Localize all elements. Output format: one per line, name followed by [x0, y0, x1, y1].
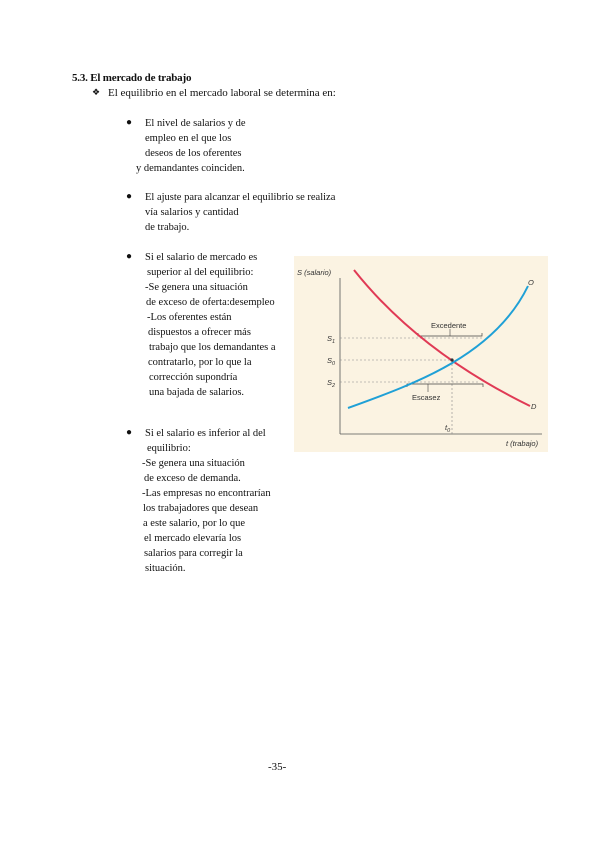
s1-label-sub: 1: [332, 339, 336, 345]
supply-curve: [348, 286, 528, 408]
bullet-4-line-10: situación.: [145, 563, 186, 574]
diamond-bullet-icon: ❖: [92, 87, 101, 97]
t0-label-sub: 0: [447, 428, 451, 434]
page-number: -35-: [268, 761, 287, 773]
bullet-4-line-7: a este salario, por lo que: [143, 518, 246, 529]
bullet-3-line-8: contratarlo, por lo que la: [148, 357, 252, 368]
shortage-label: Escasez: [412, 393, 441, 402]
t0-label-main: t: [445, 423, 448, 432]
y-axis-label: S (salario): [297, 268, 332, 277]
intro-text: El equilibrio en el mercado laboral se determina en:: [108, 87, 336, 99]
bullet-4-line-6: los trabajadores que desean: [143, 503, 259, 514]
shortage-bracket: [407, 384, 483, 387]
bullet-3-line-1: Si el salario de mercado es: [145, 252, 258, 263]
bullet-2-line-2: vía salarios y cantidad: [145, 207, 239, 218]
bullet-3-line-9: corrección supondría: [149, 372, 238, 383]
bullet-3-line-2: superior al del equilibrio:: [147, 267, 254, 278]
bullet-3-line-4: de exceso de oferta:desempleo: [146, 297, 275, 308]
s0-label-main: S: [327, 356, 333, 365]
s1-label-main: S: [327, 334, 333, 343]
supply-label: O: [528, 278, 534, 287]
supply-demand-graph: [294, 256, 548, 452]
bullet-dot-icon: ●: [126, 251, 133, 262]
bullet-4-line-3: -Se genera una situación: [142, 458, 245, 469]
labor-market-figure: [294, 256, 548, 452]
bullet-3-line-10: una bajada de salarios.: [149, 387, 245, 398]
s2-label-main: S: [327, 378, 333, 387]
bullet-4-line-1: Si el salario es inferior al del: [145, 428, 266, 439]
bullet-4-line-4: de exceso de demanda.: [144, 473, 241, 484]
s1-label: [327, 334, 335, 345]
x-axis-label: t (trabajo): [506, 439, 539, 448]
bullet-1-line-3: deseos de los oferentes: [145, 148, 242, 159]
s2-label-sub: 2: [332, 383, 336, 389]
s2-label: [327, 378, 335, 389]
bullet-3-line-6: dispuestos a ofrecer más: [148, 327, 251, 338]
bullet-4-line-9: salarios para corregir la: [144, 548, 243, 559]
bullet-1-line-2: empleo en el que los: [145, 133, 232, 144]
demand-label: D: [531, 402, 537, 411]
bullet-dot-icon: ●: [126, 117, 133, 128]
s0-label-sub: 0: [332, 361, 336, 367]
surplus-label: Excedente: [431, 321, 467, 330]
bullet-4-line-5: -Las empresas no encontrarían: [142, 488, 271, 499]
bullet-dot-icon: ●: [126, 191, 133, 202]
s0-label: [327, 356, 336, 367]
bullet-dot-icon: ●: [126, 427, 133, 438]
bullet-3-line-3: -Se genera una situación: [145, 282, 248, 293]
t0-label: [445, 423, 451, 434]
bullet-1-line-1: El nivel de salarios y de: [145, 118, 246, 129]
equilibrium-point: [450, 358, 453, 361]
bullet-2-line-1: El ajuste para alcanzar el equilibrio se realiza: [145, 192, 336, 203]
bullet-1-line-4: y demandantes coinciden.: [136, 163, 245, 174]
bullet-3-line-5: -Los oferentes están: [147, 312, 232, 323]
bullet-4-line-8: el mercado elevaría los: [144, 533, 242, 544]
bullet-2-line-3: de trabajo.: [145, 222, 190, 233]
bullet-3-line-7: trabajo que los demandantes a: [149, 342, 276, 353]
bullet-4-line-2: equilibrio:: [147, 443, 191, 454]
section-heading: 5.3. El mercado de trabajo: [72, 72, 192, 84]
